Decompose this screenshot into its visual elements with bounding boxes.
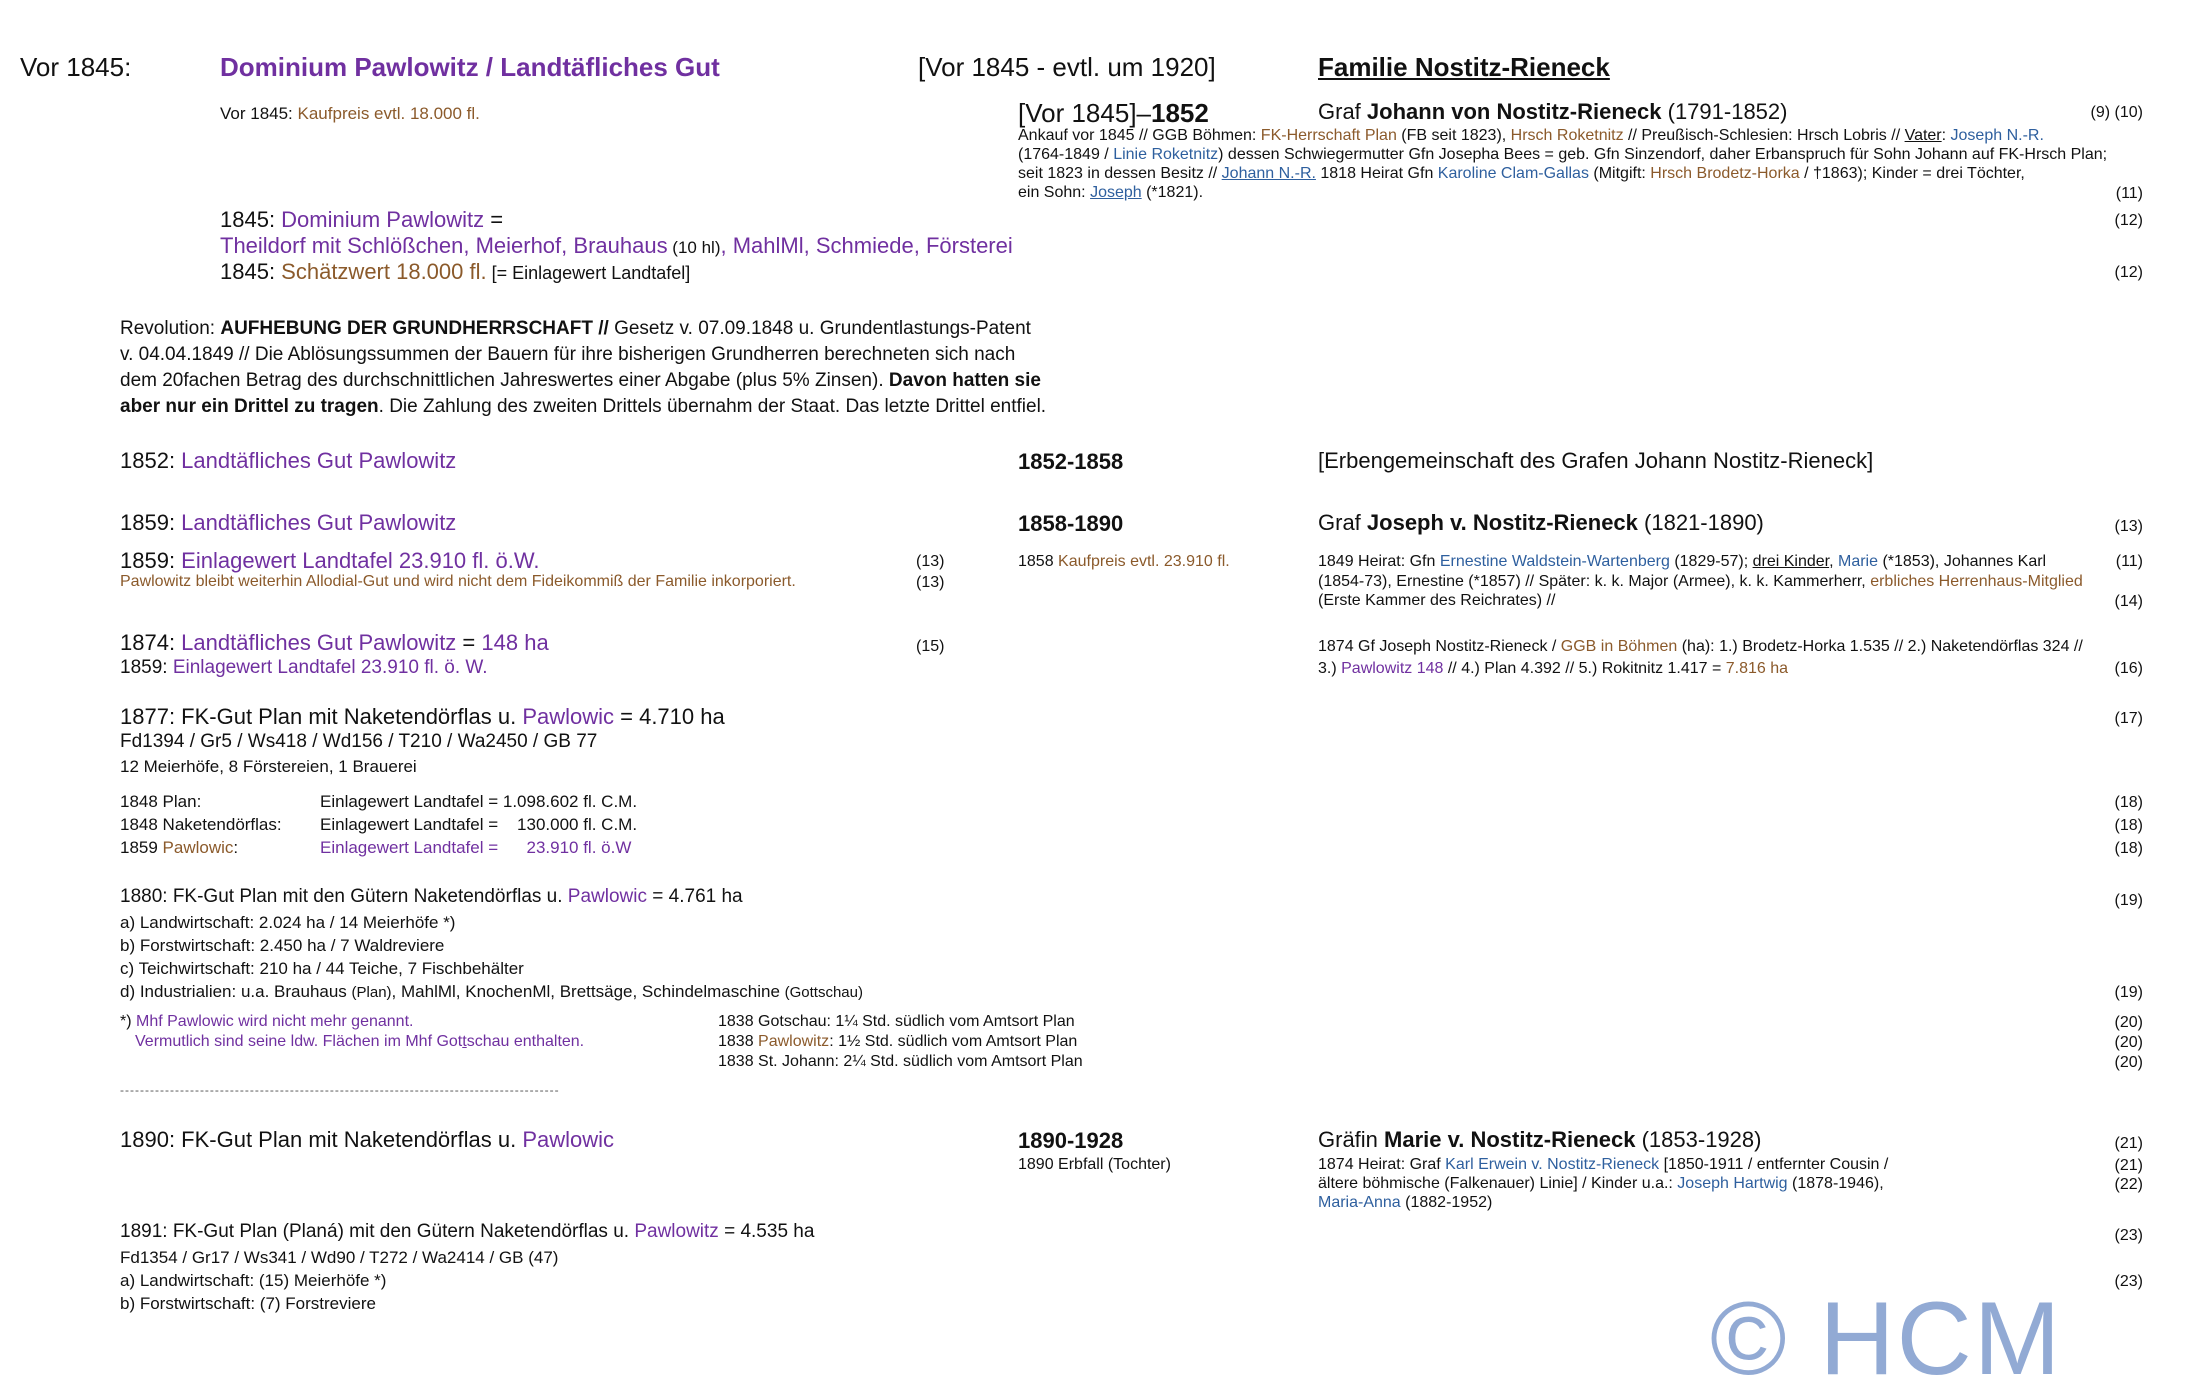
underlined-t: t [462, 1033, 467, 1050]
text: = 4.710 ha [614, 704, 725, 729]
kaufpreis-value: Kaufpreis evtl. 23.910 fl. [1058, 553, 1230, 570]
karoline-clam-gallas: Karoline Clam-Gallas [1437, 165, 1589, 182]
erbfall: 1890 Erbfall (Tochter) [1018, 1156, 1171, 1173]
ernestine-link: Ernestine Waldstein-Wartenberg [1439, 553, 1670, 570]
owner-name: Marie v. Nostitz-Rieneck [1384, 1127, 1636, 1152]
desc-line-1 [1018, 127, 2044, 145]
revolution-line-1 [120, 318, 1031, 340]
text: Gesetz v. 07.09.1848 u. Grundentlastungs-Patent [608, 318, 1031, 339]
owner-marie [1318, 1127, 1761, 1153]
ref-18c: (18) [2114, 840, 2143, 857]
ggb-boehmen: GGB in Böhmen [1560, 638, 1678, 655]
text: = [484, 207, 504, 232]
text: 1874 Heirat: Graf [1318, 1156, 1446, 1173]
ref-22: (22) [2114, 1176, 2143, 1193]
text: 1838 [718, 1033, 759, 1050]
ref-20b: (20) [2114, 1034, 2143, 1051]
einlage-table-label-1: 1848 Plan: [120, 792, 202, 811]
text: schau enthalten. [466, 1033, 585, 1050]
footnote-line-1 [120, 1013, 413, 1031]
text: 1890: FK-Gut Plan mit Naketendörflas u. [120, 1127, 523, 1152]
row-1877-line-2: Fd1394 / Gr5 / Ws418 / Wd156 / T210 / Wa2450 / GB 77 [120, 731, 598, 752]
row-1877-line-3: 12 Meierhöfe, 8 Förstereien, 1 Brauerei [120, 757, 417, 776]
period-1852-1858: 1852-1858 [1018, 449, 1124, 474]
text: ein Sohn: [1018, 184, 1091, 201]
owner-pre: Gräfin [1318, 1127, 1385, 1152]
einlagewert-value: Einlagewert Landtafel 23.910 fl. ö. W. [172, 657, 488, 678]
maria-anna-link: Maria-Anna [1318, 1194, 1401, 1211]
kaufpreis-1858 [1018, 553, 1230, 571]
row-1891-line-3: a) Landwirtschaft: (15) Meierhöfe *) [120, 1271, 387, 1290]
period-1858-1890: 1858-1890 [1018, 511, 1124, 536]
gut-pawlowitz: Landtäfliches Gut Pawlowitz [181, 510, 457, 535]
text: 1874 Gf Joseph Nostitz-Rieneck / [1318, 638, 1561, 655]
hrsch-roketnitz: Hrsch Roketnitz [1510, 127, 1624, 144]
text: (1764-1849 / [1018, 146, 1114, 163]
ref-9-10: (9) (10) [2090, 104, 2143, 121]
row-1859-left [120, 510, 456, 536]
pawlowic: Pawlowic [522, 704, 615, 729]
text: : [233, 838, 239, 857]
text: = [456, 630, 482, 655]
joseph-nr-link: Joseph N.-R. [1950, 127, 2044, 144]
row-1891-line-2: Fd1354 / Gr17 / Ws341 / Wd90 / T272 / Wa2414 / GB (47) [120, 1248, 559, 1267]
text: 1880: FK-Gut Plan mit den Gütern Naketendörflas u. [120, 886, 568, 907]
period-1845-1852 [1018, 98, 1209, 129]
distance-2 [718, 1033, 1077, 1051]
text: 1818 Heirat Gfn [1315, 165, 1438, 182]
text: Revolution: [120, 318, 221, 339]
meierhof: Meierhof [475, 233, 562, 258]
dominium-pawlowitz: Dominium Pawlowitz [281, 207, 485, 232]
text: = 4.535 ha [718, 1221, 815, 1242]
text: 1845: [220, 259, 282, 284]
period-start: [Vor 1845]– [1018, 98, 1151, 128]
desc-line-4 [1018, 184, 1203, 202]
ref-12a: (12) [2114, 212, 2143, 229]
owner-joseph [1318, 510, 1764, 536]
text: 1859: [120, 548, 182, 573]
row-1877-line-1 [120, 704, 725, 730]
text: 1874: [120, 630, 182, 655]
herrenhaus-mitglied: erbliches Herrenhaus-Mitglied [1870, 573, 2083, 590]
fk-herrschaft-plan: FK-Herrschaft Plan [1260, 127, 1397, 144]
schmiede: Schmiede [815, 233, 914, 258]
ref-18a: (18) [2114, 794, 2143, 811]
text: // 4.) Plan 4.392 // 5.) Rokitnitz 1.417 = [1443, 660, 1726, 677]
text: (*1821). [1141, 184, 1204, 201]
ref-13a: (13) [2114, 518, 2143, 535]
text: d) Industrialien: u.a. Brauhaus [120, 982, 352, 1001]
revolution-line-3 [120, 370, 1041, 392]
erbengemeinschaft: [Erbengemeinschaft des Grafen Johann Nostitz-Rieneck] [1318, 448, 1874, 473]
sep: , [463, 233, 476, 258]
pawlowic: Pawlowic [567, 886, 647, 907]
row-1880-a: a) Landwirtschaft: 2.024 ha / 14 Meierhöfe *) [120, 913, 456, 932]
revolution-line-2: v. 04.04.1849 // Die Ablösungssummen der Bauern für ihre bisherigen Grundherren berechneten sich nach [120, 344, 1016, 365]
einlage-table-label-3 [120, 838, 238, 858]
text: : [1941, 127, 1951, 144]
text: seit 1823 in dessen Besitz // [1018, 165, 1222, 182]
ref-19a: (19) [2114, 892, 2143, 909]
einlage-table-value-1: Einlagewert Landtafel = 1.098.602 fl. C.M. [320, 792, 638, 811]
area-148: 148 ha [481, 630, 549, 655]
distance-1: 1838 Gotschau: 1¼ Std. südlich vom Amtsort Plan [718, 1013, 1075, 1030]
plan-note: (Plan) [351, 984, 392, 1001]
marie-link: Marie [1837, 553, 1878, 570]
text: (Mitgift: [1588, 165, 1651, 182]
ref-12b: (12) [2114, 264, 2143, 281]
footnote-line-2 [135, 1033, 584, 1051]
text: : 1½ Std. südlich vom Amtsort Plan [829, 1033, 1078, 1050]
einlage-table-value-3: Einlagewert Landtafel = 23.910 fl. ö.W [320, 838, 632, 857]
revolution-line-4 [120, 396, 1046, 418]
period-1890-1928: 1890-1928 [1018, 1128, 1124, 1153]
text: dem 20fachen Betrag des durchschnittlichen Jahreswertes einer Abgabe (plus 5% Zinsen). [120, 370, 889, 391]
text: (1854-73), Ernestine (*1857) // Später: k. k. Major (Armee), k. k. Kammerherr, [1318, 573, 1871, 590]
pawlowitz-148: Pawlowitz 148 [1341, 660, 1444, 677]
ref-23b: (23) [2114, 1273, 2143, 1290]
brauhaus: Brauhaus [573, 233, 668, 258]
hcm-watermark: © HCM [1710, 1281, 2063, 1397]
ref-13b: (13) [916, 553, 945, 570]
johann-nr-link: Johann N.-R. [1221, 165, 1316, 182]
total-ha: 7.816 ha [1725, 660, 1789, 677]
kaufpreis-value: Kaufpreis evtl. 18.000 fl. [297, 104, 480, 123]
karl-erwein-link: Karl Erwein v. Nostitz-Rieneck [1445, 1156, 1660, 1173]
gut-pawlowitz: Landtäfliches Gut Pawlowitz [181, 448, 457, 473]
row-1880-b: b) Forstwirtschaft: 2.450 ha / 7 Waldreviere [120, 936, 445, 955]
row-1891-line-4: b) Forstwirtschaft: (7) Forstreviere [120, 1294, 376, 1313]
pawlowitz: Pawlowitz [634, 1221, 719, 1242]
ref-20c: (20) [2114, 1054, 2143, 1071]
foersterei: Försterei [925, 233, 1013, 258]
joseph-hartwig-link: Joseph Hartwig [1677, 1175, 1788, 1192]
text: 3.) [1318, 660, 1342, 677]
desc-line-2 [1018, 146, 2107, 164]
pawlowic: Pawlowic [162, 838, 234, 857]
owner-pre: Graf [1318, 99, 1367, 124]
dominium-line-3 [220, 259, 690, 285]
footnote-text: Mhf Pawlowic wird nicht mehr genannt. [136, 1013, 414, 1030]
text: *) [120, 1013, 136, 1030]
owner-years: (1791-1852) [1661, 99, 1788, 124]
row-1880-line-1 [120, 886, 743, 908]
text: , [1829, 553, 1838, 570]
schaetzwert: Schätzwert 18.000 fl. [281, 259, 487, 284]
text: / †1863); Kinder = drei Töchter, [1799, 165, 2025, 182]
family-heading: Familie Nostitz-Rieneck [1318, 52, 1610, 82]
text: 1859 [120, 838, 163, 857]
einlagewert-value: Einlagewert Landtafel 23.910 fl. ö.W. [181, 548, 540, 573]
text: (FB seit 1823), [1396, 127, 1511, 144]
row-1874-einlage [120, 657, 488, 679]
distance-3: 1838 St. Johann: 2¼ Std. südlich vom Amtsort Plan [718, 1053, 1083, 1070]
pawlowic: Pawlowic [522, 1127, 615, 1152]
heirat-1849-line-2 [1318, 573, 2083, 591]
sep: , [803, 233, 816, 258]
period-end: 1852 [1151, 98, 1209, 128]
gottschau-note: (Gottschau) [784, 984, 863, 1001]
ggb-line-1 [1318, 638, 2083, 656]
row-1874-left [120, 630, 549, 656]
dominium-line-1 [220, 207, 503, 233]
text: 1877: FK-Gut Plan mit Naketendörflas u. [120, 704, 523, 729]
period-range: [Vor 1845 - evtl. um 1920] [918, 52, 1216, 82]
row-1891-line-1 [120, 1221, 814, 1243]
ref-23a: (23) [2114, 1227, 2143, 1244]
text: = 4.761 ha [647, 886, 743, 907]
einlage-table-value-2: Einlagewert Landtafel = 130.000 fl. C.M. [320, 815, 638, 834]
ref-18b: (18) [2114, 817, 2143, 834]
row-1852-left [120, 448, 456, 474]
heirat-1849-line-3: (Erste Kammer des Reichrates) // [1318, 592, 1556, 609]
owner-years: (1821-1890) [1637, 510, 1764, 535]
text: 1852: [120, 448, 182, 473]
ref-21a: (21) [2114, 1135, 2143, 1152]
bold-text: Davon hatten sie [888, 370, 1041, 391]
heirat-1874-line-2 [1318, 1175, 1884, 1193]
text: , MahlMl, KnochenMl, Brettsäge, Schindelmaschine [391, 982, 785, 1001]
text: 1859: [120, 657, 173, 678]
ref-11: (11) [2115, 185, 2143, 202]
text: 1849 Heirat: Gfn [1318, 553, 1440, 570]
pre-1845-label: Vor 1845: [20, 52, 132, 82]
text: 1845: [220, 207, 282, 232]
text: Vermutlich sind seine ldw. Flächen im Mhf Got [135, 1033, 463, 1050]
heirat-1849-line-1 [1318, 553, 2046, 571]
vater-label: Vater [1904, 127, 1942, 144]
sep: , [720, 233, 733, 258]
ref-16: (16) [2114, 660, 2143, 677]
gut-pawlowitz: Landtäfliches Gut Pawlowitz [181, 630, 457, 655]
owner-pre: Graf [1318, 510, 1367, 535]
text: ) dessen Schwiegermutter Gfn Josepha Bees = geb. Gfn Sinzendorf, daher Erbanspruch für Sohn Johann auf FK-Hrsch Plan; [1218, 146, 2108, 163]
pawlowitz: Pawlowitz [758, 1033, 830, 1050]
sep: , [913, 233, 926, 258]
ref-21b: (21) [2114, 1157, 2143, 1174]
linie-roketnitz: Linie Roketnitz [1113, 146, 1219, 163]
owner-johann [1318, 99, 1787, 125]
owner-name: Joseph v. Nostitz-Rieneck [1366, 510, 1638, 535]
bold-text: aber nur ein Drittel zu tragen [120, 396, 379, 417]
text: 1891: FK-Gut Plan (Planá) mit den Gütern Naketendörflas u. [120, 1221, 635, 1242]
sep: , [561, 233, 574, 258]
ref-13c: (13) [916, 574, 945, 591]
heirat-1874-line-3 [1318, 1194, 1492, 1212]
ref-15: (15) [916, 638, 945, 655]
einlage-table-label-2: 1848 Naketendörflas: [120, 815, 282, 834]
ggb-line-2 [1318, 660, 1788, 678]
drei-kinder: drei Kinder [1752, 553, 1830, 570]
text: 1859: [120, 510, 182, 535]
text: // Preußisch-Schlesien: Hrsch Lobris // [1623, 127, 1905, 144]
text: Ankauf vor 1845 // GGB Böhmen: [1018, 127, 1261, 144]
ref-19b: (19) [2114, 984, 2143, 1001]
ref-14: (14) [2114, 593, 2143, 610]
allodial-note: Pawlowitz bleibt weiterhin Allodial-Gut und wird nicht dem Fideikommiß der Familie inkorporiert. [120, 573, 796, 590]
kaufpreis-label: Vor 1845: [220, 104, 298, 123]
heirat-1874-line-1 [1318, 1156, 1888, 1174]
text: . Die Zahlung des zweiten Drittels übernahm der Staat. Das letzte Drittel entfiel. [378, 396, 1047, 417]
text: (ha): 1.) Brodetz-Horka 1.535 // 2.) Naketendörflas 324 // [1677, 638, 2083, 655]
kaufpreis-1845 [220, 104, 480, 124]
desc-line-3 [1018, 165, 2025, 183]
einlagewert-1859 [120, 548, 540, 574]
ref-20a: (20) [2114, 1014, 2143, 1031]
einlagewert-note: [= Einlagewert Landtafel] [486, 263, 691, 283]
row-1880-d [120, 982, 863, 1002]
ref-17: (17) [2114, 710, 2143, 727]
owner-name: Johann von Nostitz-Rieneck [1366, 99, 1662, 124]
text: (1829-57); [1669, 553, 1753, 570]
hrsch-brodetz-horka: Hrsch Brodetz-Horka [1650, 165, 1800, 182]
text: (1882-1952) [1400, 1194, 1493, 1211]
row-1890-left [120, 1127, 614, 1153]
joseph-link: Joseph [1090, 184, 1142, 201]
owner-years: (1853-1928) [1635, 1127, 1762, 1152]
text: (*1853), Johannes Karl [1878, 553, 2047, 570]
mahlml: MahlMl [732, 233, 804, 258]
separator: ---------------------------------------------------------------------------------------- [120, 1083, 560, 1097]
row-1880-c: c) Teichwirtschaft: 210 ha / 44 Teiche, 7 Fischbehälter [120, 959, 524, 978]
theildorf: Theildorf mit Schlößchen [220, 233, 464, 258]
text: 1858 [1018, 553, 1059, 570]
text: (1878-1946), [1787, 1175, 1884, 1192]
page-title: Dominium Pawlowitz / Landtäfliches Gut [220, 52, 720, 82]
text: ältere böhmische (Falkenauer) Linie] / Kinder u.a.: [1318, 1175, 1678, 1192]
brauhaus-capacity: (10 hl) [667, 238, 721, 257]
dominium-line-2 [220, 233, 1013, 259]
aufhebung: AUFHEBUNG DER GRUNDHERRSCHAFT // [220, 318, 609, 339]
text: [1850-1911 / entfernter Cousin / [1659, 1156, 1889, 1173]
ref-11b: (11) [2115, 553, 2143, 570]
